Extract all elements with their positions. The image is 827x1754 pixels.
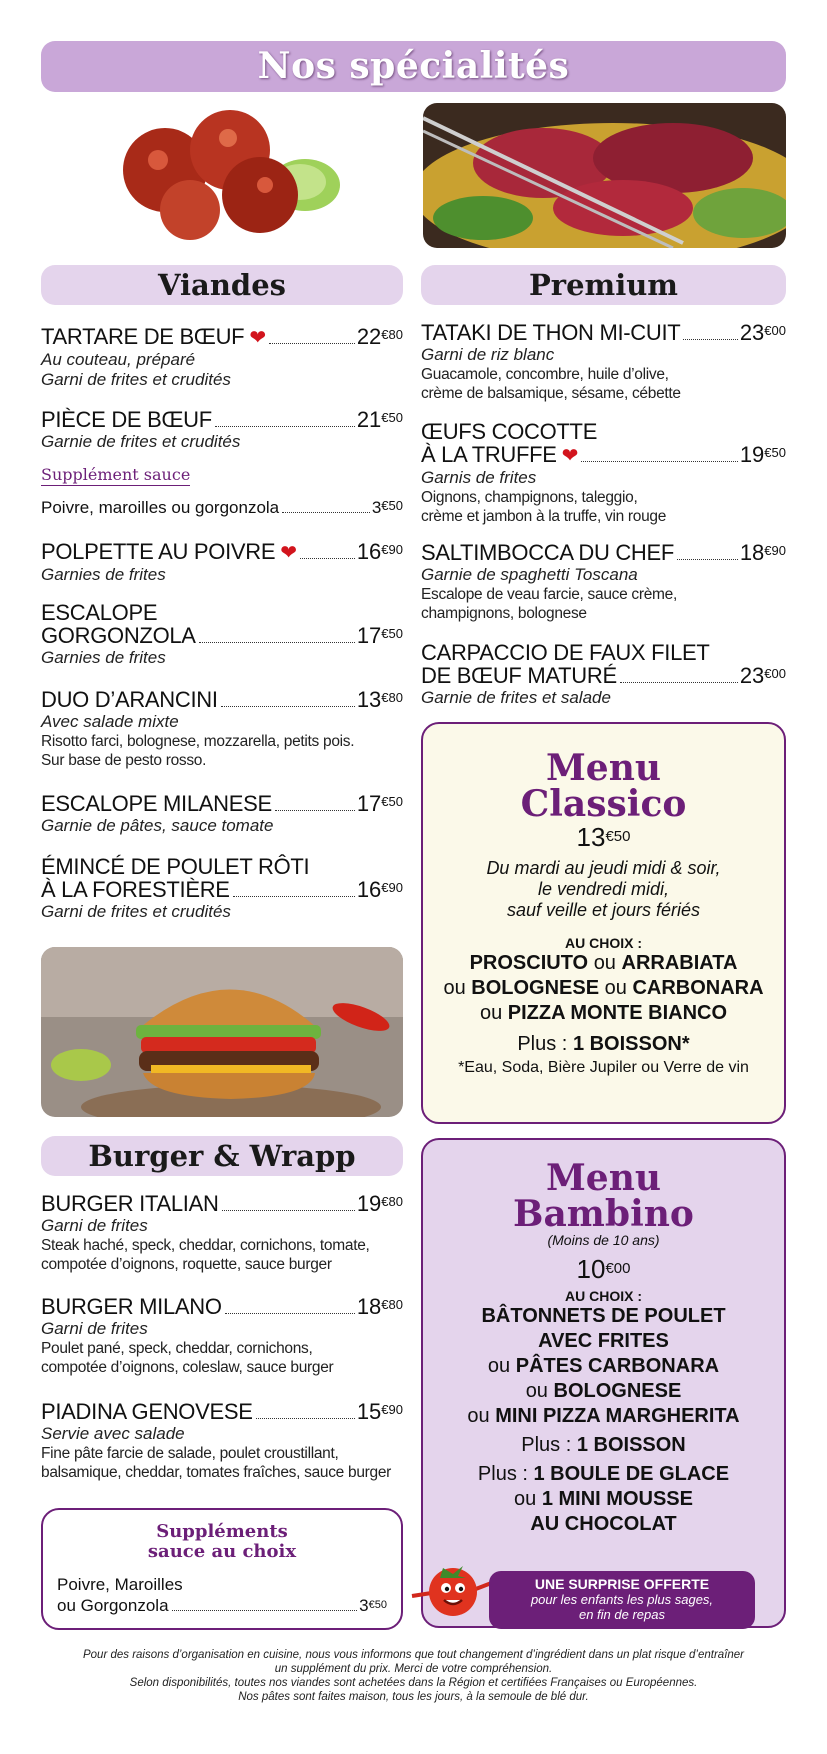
- dish-price: $21^{€50}$: [356, 407, 403, 432]
- dot-leader: [300, 558, 355, 559]
- heart-icon: ❤: [249, 327, 267, 349]
- list-item: [41, 325, 403, 390]
- dish-name: TARTARE DE BŒUF: [41, 324, 245, 349]
- au-choix-label: AU CHOIX :: [565, 935, 642, 951]
- dish-subtitle: Garnie de frites et crudités: [41, 432, 241, 451]
- dish-subtitle: Garnie de spaghetti Toscana: [421, 565, 638, 584]
- dish-price: $17^{€50}$: [356, 623, 403, 648]
- dot-leader: [225, 1313, 355, 1314]
- menu-classico-price: $13^{€50}$: [576, 822, 631, 852]
- list-item: [41, 408, 403, 452]
- dot-leader: [620, 682, 738, 683]
- list-item: [41, 601, 403, 668]
- dish-price: $23^{€00}$: [739, 320, 786, 345]
- dish-description: Risotto farci, bolognese, mozzarella, petits pois.: [41, 733, 355, 750]
- au-choix-label: AU CHOIX :: [565, 1288, 642, 1304]
- dish-subtitle: Garni de frites: [41, 1319, 148, 1338]
- supplement-label: Poivre, Maroilles: [57, 1575, 183, 1594]
- dot-leader: [256, 1418, 355, 1419]
- age-note: (Moins de 10 ans): [547, 1232, 660, 1248]
- dish-description: Guacamole, concombre, huile d’olive,: [421, 366, 669, 383]
- dish-name: POLPETTE AU POIVRE: [41, 539, 276, 564]
- heart-icon: ❤: [561, 445, 579, 467]
- dish-price: $15^{€90}$: [356, 1399, 403, 1424]
- choice-line: ou PÂTES CARBONARA: [487, 1355, 720, 1377]
- choice-line: AVEC FRITES: [538, 1330, 669, 1352]
- heart-icon: ❤: [280, 542, 297, 564]
- dish-description: compotée d’oignons, coleslaw, sauce burger: [41, 1359, 334, 1376]
- dish-subtitle: Garni de frites et crudités: [41, 370, 231, 389]
- dish-description: Steak haché, speck, cheddar, cornichons, tomate,: [41, 1237, 370, 1254]
- dish-description: crème et jambon à la truffe, vin rouge: [421, 508, 667, 525]
- menu-bambino-price: $10^{€00}$: [576, 1254, 631, 1284]
- boisson-note: *Eau, Soda, Bière Jupiler ou Verre de vin: [458, 1059, 749, 1076]
- footer-notice: [50, 1648, 777, 1704]
- supplement-price: $3^{€50}$: [371, 498, 403, 517]
- footer-line: Selon disponibilités, toutes nos viandes sont achetées dans la Région et certifiées Françaises ou Européennes.: [129, 1677, 698, 1689]
- dot-leader: [677, 559, 738, 560]
- dot-leader: [215, 426, 355, 427]
- surprise-banner: [489, 1571, 755, 1629]
- list-item: [41, 1400, 403, 1482]
- dish-name: TATAKI DE THON MI-CUIT: [421, 320, 681, 345]
- dish-name: BURGER MILANO: [41, 1294, 222, 1319]
- dish-description: compotée d’oignons, roquette, sauce burger: [41, 1256, 332, 1273]
- surprise-note: en fin de repas: [578, 1607, 665, 1622]
- dish-name: ŒUFS COCOTTE: [421, 419, 598, 444]
- page-title: Nos spécialités: [41, 41, 786, 92]
- supplement-sauce: [41, 465, 403, 519]
- dish-price: $19^{€50}$: [739, 442, 786, 467]
- dish-name-line2: DE BŒUF MATURÉ: [421, 663, 617, 688]
- dish-price: $23^{€00}$: [739, 663, 786, 688]
- choice-line: ou PIZZA MONTE BIANCO: [479, 1002, 728, 1024]
- list-item: [41, 855, 403, 922]
- dish-subtitle: Garni de frites et crudités: [41, 902, 231, 921]
- dot-leader: [199, 642, 355, 643]
- tuna-tataki-photo: [423, 103, 786, 248]
- tomato-mascot-icon: [408, 1548, 498, 1628]
- dot-leader: [233, 896, 355, 897]
- dish-name-line2: À LA TRUFFE: [421, 442, 557, 467]
- dot-leader: [282, 512, 370, 513]
- dot-leader: [581, 461, 737, 462]
- plus-dessert: Plus : 1 BOULE DE GLACE: [477, 1463, 730, 1485]
- dish-name: ESCALOPE: [41, 600, 158, 625]
- footer-line: Pour des raisons d’organisation en cuisine, nous vous informons que tout changement d’ingrédient dans un plat risque d’entraîner: [82, 1649, 745, 1661]
- supplement-price: $3^{€50}$: [359, 1596, 387, 1615]
- list-item: [41, 792, 403, 836]
- dish-description: Oignons, champignons, taleggio,: [421, 489, 638, 506]
- dish-price: $16^{€90}$: [356, 877, 403, 902]
- dish-subtitle: Garnies de frites: [41, 565, 166, 584]
- dish-name-line2: GORGONZOLA: [41, 623, 196, 648]
- dish-price: $13^{€80}$: [356, 687, 403, 712]
- dish-subtitle: Garni de frites: [41, 1216, 148, 1235]
- dot-leader: [172, 1610, 358, 1611]
- supplement-label: Poivre, maroilles ou gorgonzola: [41, 498, 280, 517]
- schedule-line: sauf veille et jours fériés: [506, 900, 701, 920]
- dish-name: CARPACCIO DE FAUX FILET: [421, 640, 710, 665]
- list-item: [421, 541, 786, 623]
- list-item: [41, 540, 403, 585]
- list-item: [41, 688, 403, 770]
- dot-leader: [269, 343, 355, 344]
- dot-leader: [683, 339, 737, 340]
- supplement-title: Supplément sauce: [41, 465, 191, 484]
- choice-line: ou 1 MINI MOUSSE: [514, 1488, 693, 1510]
- dish-subtitle: Servie avec salade: [41, 1424, 185, 1443]
- dish-description: crème de balsamique, sésame, cébette: [421, 385, 681, 402]
- list-item: [41, 1192, 403, 1274]
- plus-boisson: Plus : 1 BOISSON*: [517, 1033, 690, 1055]
- surprise-title: UNE SURPRISE OFFERTE: [534, 1576, 710, 1592]
- section-viandes: Viandes: [41, 265, 403, 305]
- meatballs-photo: [110, 100, 350, 240]
- choice-line: ou MINI PIZZA MARGHERITA: [467, 1405, 740, 1427]
- dish-name: ESCALOPE MILANESE: [41, 791, 272, 816]
- choice-line: ou BOLOGNESE: [525, 1380, 682, 1402]
- surprise-note: pour les enfants les plus sages,: [530, 1592, 714, 1607]
- choice-line: ou BOLOGNESE ou CARBONARA: [443, 977, 764, 999]
- dish-name: PIADINA GENOVESE: [41, 1399, 253, 1424]
- burger-photo: [41, 947, 403, 1117]
- schedule-line: Du mardi au jeudi midi & soir,: [486, 858, 721, 878]
- dish-name: PIÈCE DE BŒUF: [41, 407, 212, 432]
- menu-bambino-title: Menu Bambino: [513, 1157, 694, 1235]
- dish-name: SALTIMBOCCA DU CHEF: [421, 540, 675, 565]
- dish-name: DUO D’ARANCINI: [41, 687, 218, 712]
- dish-description: Fine pâte farcie de salade, poulet croustillant,: [41, 1445, 339, 1462]
- choice-line: BÂTONNETS DE POULET: [481, 1305, 726, 1327]
- dish-price: $16^{€90}$: [356, 539, 403, 564]
- dish-subtitle: Garnie de frites et salade: [421, 688, 611, 707]
- menu-classico-box: [421, 722, 786, 1124]
- dish-price: $17^{€50}$: [356, 791, 403, 816]
- menu-classico-title: Menu Classico: [520, 747, 687, 825]
- supplement-label: ou Gorgonzola: [57, 1596, 169, 1615]
- list-item: [41, 1295, 403, 1377]
- list-item: [421, 641, 786, 708]
- dish-subtitle: Garni de riz blanc: [421, 345, 555, 364]
- dot-leader: [275, 810, 355, 811]
- dish-name: ÉMINCÉ DE POULET RÔTI: [41, 854, 310, 879]
- dish-subtitle: Au couteau, préparé: [41, 350, 196, 369]
- dish-subtitle: Garnie de pâtes, sauce tomate: [41, 816, 274, 835]
- choice-line: AU CHOCOLAT: [530, 1513, 677, 1535]
- schedule-line: le vendredi midi,: [537, 879, 670, 899]
- dish-subtitle: Avec salade mixte: [41, 712, 179, 731]
- dish-price: $18^{€80}$: [356, 1294, 403, 1319]
- dot-leader: [221, 706, 355, 707]
- dish-name: BURGER ITALIAN: [41, 1191, 219, 1216]
- dish-price: $19^{€80}$: [356, 1191, 403, 1216]
- list-item: [421, 321, 786, 403]
- footer-line: un supplément du prix. Merci de votre compréhension.: [274, 1663, 553, 1675]
- dish-name-line2: À LA FORESTIÈRE: [41, 877, 230, 902]
- dot-leader: [222, 1210, 355, 1211]
- dish-description: Poulet pané, speck, cheddar, cornichons,: [41, 1340, 313, 1357]
- dish-price: $18^{€90}$: [739, 540, 786, 565]
- dish-description: Escalope de veau farcie, sauce crème,: [421, 586, 677, 603]
- dish-description: Sur base de pesto rosso.: [41, 752, 207, 769]
- dish-description: champignons, bolognese: [421, 605, 587, 622]
- dish-subtitle: Garnis de frites: [421, 468, 537, 487]
- supplements-title: Suppléments sauce au choix: [147, 1521, 297, 1562]
- choice-line: PROSCIUTO ou ARRABIATA: [469, 952, 738, 974]
- dish-subtitle: Garnies de frites: [41, 648, 166, 667]
- dish-description: balsamique, cheddar, tomates fraîches, sauce burger: [41, 1464, 392, 1481]
- section-premium: Premium: [421, 265, 786, 305]
- list-item: [421, 420, 786, 526]
- dish-price: $22^{€80}$: [356, 324, 403, 349]
- footer-line: Nos pâtes sont faites maison, tous les jours, à la semoule de blé dur.: [238, 1691, 589, 1703]
- supplements-box: [41, 1508, 403, 1630]
- plus-boisson: Plus : 1 BOISSON: [521, 1434, 686, 1456]
- section-burger: Burger & Wrapp: [41, 1136, 403, 1176]
